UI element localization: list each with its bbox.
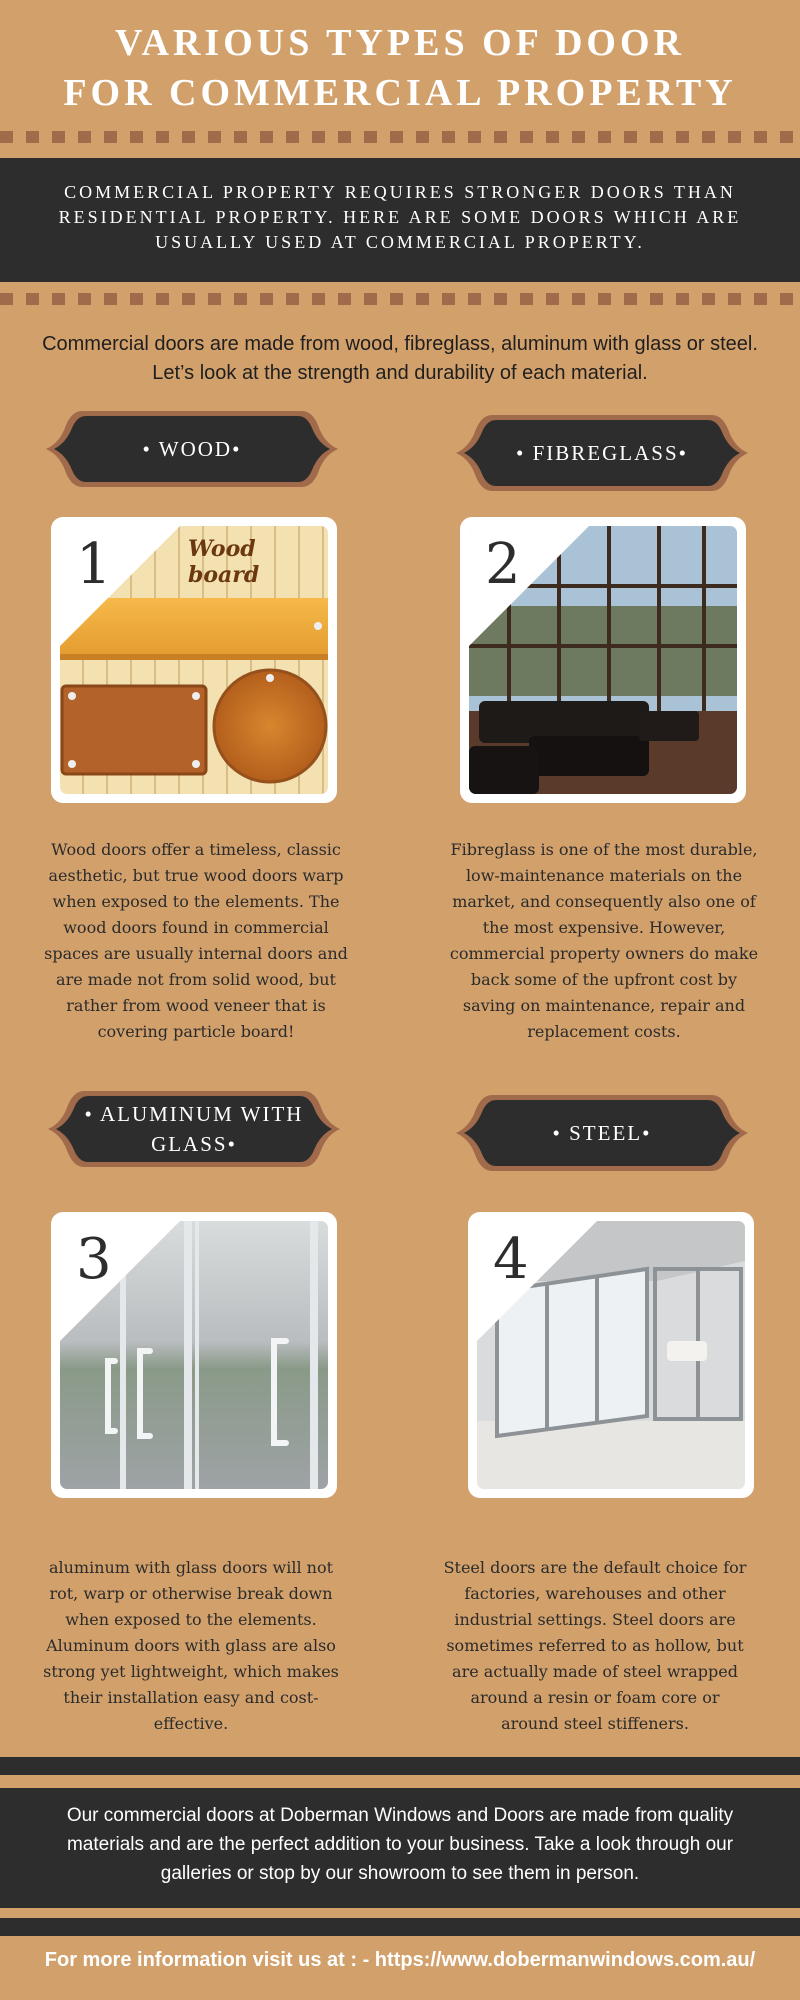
aluminum-glass-description: aluminum with glass doors will not rot, warp or otherwise break down when exposed to the elements. Aluminum doors with glass are also strong yet lightweight, which makes their installation easy and cost-effective. <box>43 1558 339 1733</box>
closing-band <box>0 1788 800 1908</box>
fibreglass-description: Fibreglass is one of the most durable, low-maintenance materials on the market, and consequently also one of the most expensive. However, commercial property owners do make back some of the upfront cost by saving on maintenance, repair and replacement costs. <box>449 840 759 1041</box>
label-fibreglass-text: • FIBREGLASS• <box>516 441 688 465</box>
footer-link[interactable]: For more information visit us at : - https://www.dobermanwindows.com.au/ <box>44 1949 756 1971</box>
title-line-1: VARIOUS TYPES OF DOOR <box>114 22 685 64</box>
number-badge: 4 <box>493 1227 529 1292</box>
door-card-aluminum-glass <box>51 1212 337 1498</box>
lead-text: Commercial doors are made from wood, fibreglass, aluminum with glass or steel. Let’s look at the strength and durability of each material. <box>42 333 758 384</box>
number-badge: 2 <box>485 532 521 597</box>
label-steel-text: • STEEL• <box>552 1121 652 1145</box>
label-steel <box>452 1091 752 1175</box>
divider-bar <box>0 1918 800 1936</box>
glass-door-image <box>60 1221 328 1489</box>
footer <box>0 1940 800 2000</box>
door-card-fibreglass <box>460 517 746 803</box>
page-title <box>0 18 800 118</box>
wood-board-caption: Wood board <box>188 536 260 588</box>
label-wood <box>42 407 342 491</box>
door-card-wood <box>51 517 337 803</box>
intro-text: COMMERCIAL PROPERTY REQUIRES STRONGER DOORS THAN RESIDENTIAL PROPERTY. HERE ARE SOME DOORS WHICH ARE USUALLY USED AT COMMERCIAL PROPERTY. <box>58 182 742 252</box>
number-badge: 1 <box>76 532 112 597</box>
fibreglass-room-image <box>469 526 737 794</box>
closing-text: Our commercial doors at Doberman Windows and Doors are made from quality materials and are the perfect addition to your business. Take a look through our galleries or stop by our showroom to see them in person. <box>66 1805 734 1884</box>
steel-door-image <box>477 1221 745 1489</box>
divider-bar <box>0 1757 800 1775</box>
title-line-2: FOR COMMERCIAL PROPERTY <box>63 72 737 114</box>
dashed-divider-top <box>0 131 800 143</box>
number-badge: 3 <box>76 1227 112 1292</box>
dashed-divider-bottom <box>0 293 800 305</box>
label-aluminum-glass <box>44 1087 344 1171</box>
wood-description: Wood doors offer a timeless, classic aesthetic, but true wood doors warp when exposed to the elements. The wood doors found in commercial spaces are usually internal doors and are made not from solid wood, but rather from wood veneer that is covering particle board! <box>44 840 348 1041</box>
steel-description: Steel doors are the default choice for factories, warehouses and other industrial settings. Steel doors are sometimes referred to as hollow, but are actually made of steel wrapped around a resin or foam core or around steel stiffeners. <box>443 1558 747 1733</box>
door-card-steel <box>468 1212 754 1498</box>
label-fibreglass <box>452 411 752 495</box>
intro-band <box>0 158 800 282</box>
label-aluminum-glass-text: • ALUMINUM WITH GLASS• <box>84 1102 304 1156</box>
wood-board-image <box>60 526 328 794</box>
label-wood-text: • WOOD• <box>142 437 242 461</box>
